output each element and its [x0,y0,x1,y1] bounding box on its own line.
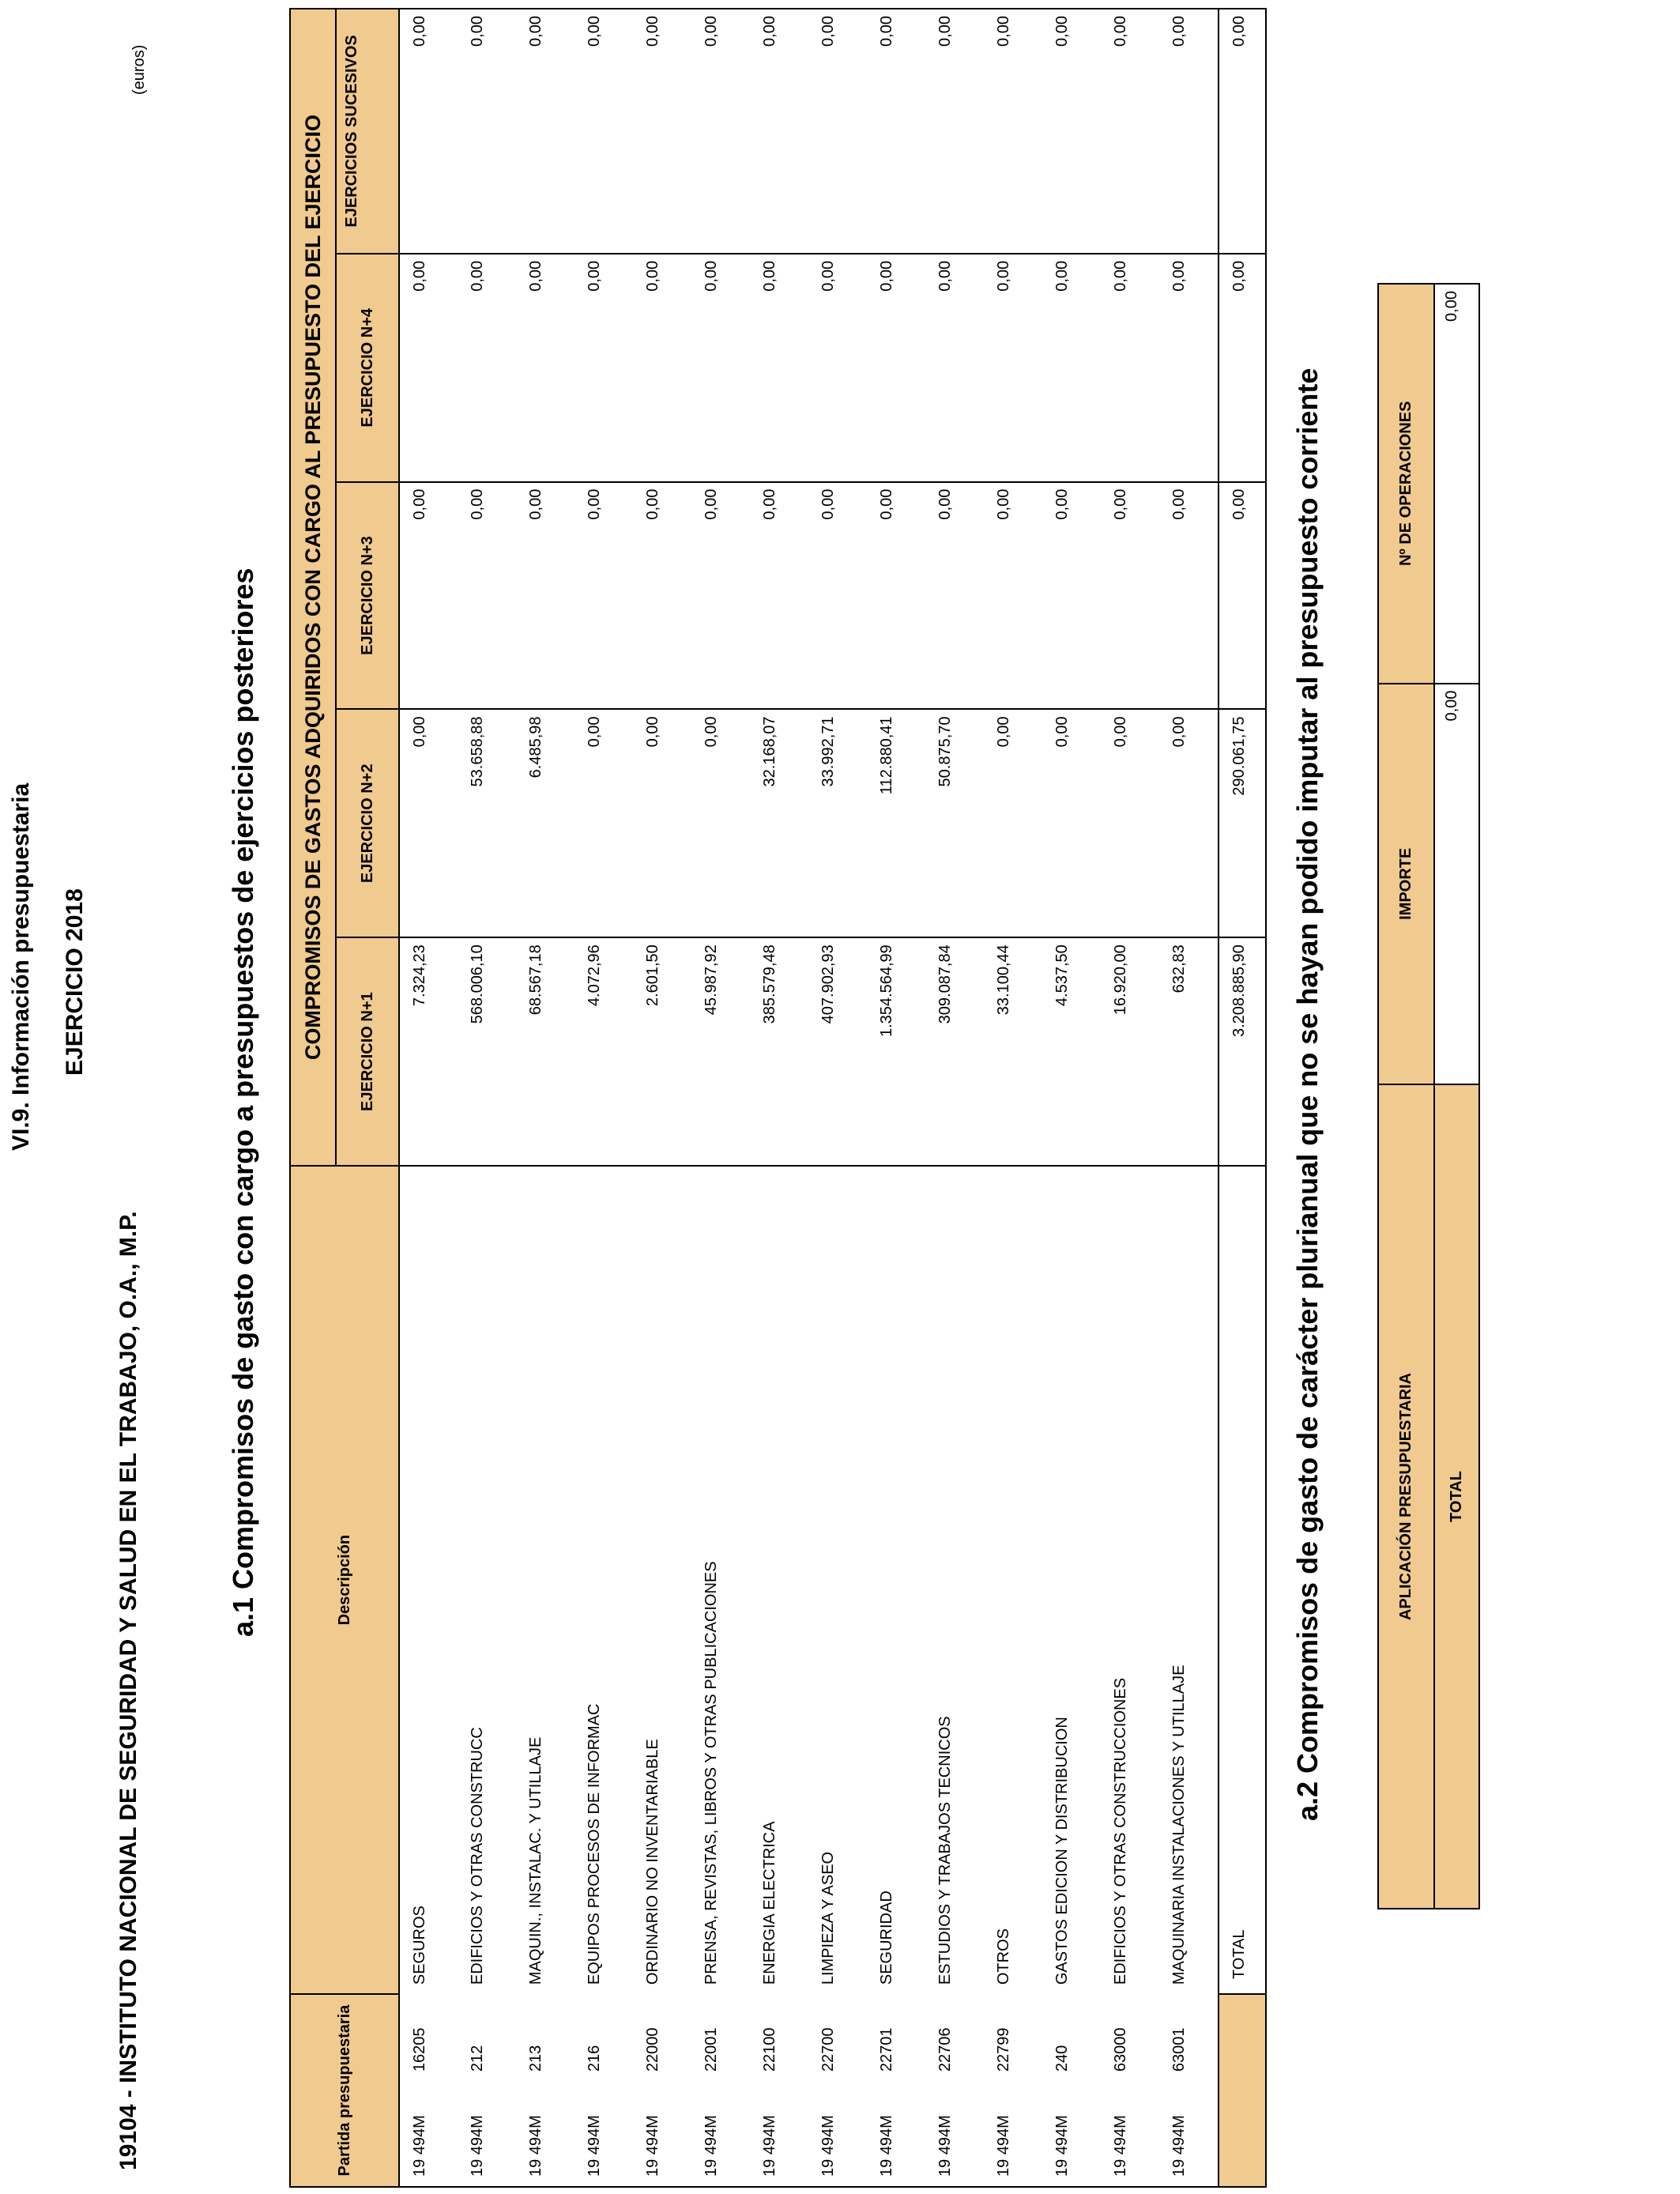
cell-sucesivos: 0,00 [399,9,458,254]
cell-n2: 53.658,88 [458,709,516,937]
col-header-n1: EJERCICIO N+1 [336,937,399,1166]
cell-n1: 632,83 [1159,937,1219,1166]
cell-subconcepto: 22706 [936,2027,954,2072]
table-row [633,9,691,2187]
cell-n2: 112.880,41 [867,709,925,937]
cell-descripcion: GASTOS EDICION Y DISTRIBUCION [1042,1166,1101,1994]
cell-n3: 0,00 [1101,482,1159,710]
a1-table-body [399,9,1219,2187]
a2-total-importe: 0,00 [1434,684,1479,1084]
total-n1: 3.208.885,90 [1219,937,1266,1166]
total-label: TOTAL [1219,1166,1266,1994]
cell-n1: 385.579,48 [750,937,808,1166]
cell-programa: 19 494M [574,2075,633,2187]
cell-sucesivos: 0,00 [1159,9,1219,254]
cell-n1: 16.920,00 [1101,937,1159,1166]
cell-subconcepto: 16205 [411,2027,428,2072]
cell-n1: 68.567,18 [516,937,574,1166]
cell-subconcepto: 240 [1053,2045,1071,2072]
cell-n2: 0,00 [1159,709,1219,937]
cell-sucesivos: 0,00 [633,9,691,254]
cell-n3: 0,00 [1042,482,1101,710]
cell-programa: 19 494M [925,2075,984,2187]
cell-n3: 0,00 [399,482,458,710]
cell-n2: 0,00 [1042,709,1101,937]
cell-n4: 0,00 [925,254,984,482]
cell-subconcepto: 212 [469,2045,486,2072]
total-filler [1219,1994,1266,2187]
table-row [574,9,633,2187]
table-row [925,9,984,2187]
table-row [1042,9,1101,2187]
cell-programa: 19 494M [984,2075,1042,2187]
col-header-n4: EJERCICIO N+4 [336,254,399,482]
cell-n4: 0,00 [984,254,1042,482]
cell-n4: 0,00 [750,254,808,482]
cell-n1: 4.072,96 [574,937,633,1166]
cell-n3: 0,00 [750,482,808,710]
total-n3: 0,00 [1219,482,1266,710]
cell-programa: 19 494M [750,2075,808,2187]
cell-n3: 0,00 [516,482,574,710]
a2-col-header-importe: IMPORTE [1378,684,1434,1084]
table-row [1159,9,1219,2187]
cell-descripcion: OTROS [984,1166,1042,1994]
cell-subconcepto: 63000 [1112,2027,1129,2072]
cell-n4: 0,00 [633,254,691,482]
cell-n1: 4.537,50 [1042,937,1101,1166]
cell-n3: 0,00 [867,482,925,710]
cell-n4: 0,00 [1042,254,1101,482]
col-header-partida: Partida presupuestaria [290,1994,399,2187]
cell-sucesivos: 0,00 [458,9,516,254]
year-label: EJERCICIO 2018 [62,888,88,1076]
table-row [516,9,574,2187]
cell-subconcepto: 22700 [819,2027,837,2072]
cell-sucesivos: 0,00 [867,9,925,254]
cell-n3: 0,00 [984,482,1042,710]
table-row [458,9,516,2187]
a2-title: a.2 Compromisos de gasto de carácter plurianual que no se hayan podido imputar al presupuesto corriente [1291,368,1324,1821]
cell-descripcion: EQUIPOS PROCESOS DE INFORMAC [574,1166,633,1994]
cell-descripcion: MAQUIN., INSTALAC. Y UTILLAJE [516,1166,574,1994]
cell-programa: 19 494M [458,2075,516,2187]
cell-programa: 19 494M [1159,2075,1219,2187]
cell-n2: 50.875,70 [925,709,984,937]
cell-n4: 0,00 [458,254,516,482]
entity-name: 19104 - INSTITUTO NACIONAL DE SEGURIDAD Y SALUD EN EL TRABAJO, O.A., M.P. [115,1211,141,2170]
cell-n4: 0,00 [399,254,458,482]
cell-sucesivos: 0,00 [691,9,750,254]
cell-n3: 0,00 [574,482,633,710]
cell-programa: 19 494M [1101,2075,1159,2187]
cell-sucesivos: 0,00 [808,9,867,254]
cell-descripcion: ESTUDIOS Y TRABAJOS TECNICOS [925,1166,984,1994]
cell-n3: 0,00 [808,482,867,710]
total-n4: 0,00 [1219,254,1266,482]
table-row [1101,9,1159,2187]
cell-subconcepto: 63001 [1170,2027,1188,2072]
cell-n1: 45.987,92 [691,937,750,1166]
cell-n4: 0,00 [867,254,925,482]
cell-programa: 19 494M [399,2075,458,2187]
cell-n4: 0,00 [691,254,750,482]
cell-programa: 19 494M [691,2075,750,2187]
cell-programa: 19 494M [633,2075,691,2187]
table-row [984,9,1042,2187]
cell-descripcion: ORDINARIO NO INVENTARIABLE [633,1166,691,1994]
cell-subconcepto: 22000 [644,2027,661,2072]
cell-n1: 568.006,10 [458,937,516,1166]
a2-total-label: TOTAL [1434,1084,1479,1909]
cell-n3: 0,00 [925,482,984,710]
cell-descripcion: PRENSA, REVISTAS, LIBROS Y OTRAS PUBLICACIONES [691,1166,750,1994]
cell-n3: 0,00 [633,482,691,710]
cell-n3: 0,00 [458,482,516,710]
a2-total-operaciones: 0,00 [1434,284,1479,684]
cell-n4: 0,00 [574,254,633,482]
cell-n4: 0,00 [1101,254,1159,482]
cell-subconcepto: 22001 [703,2027,720,2072]
cell-programa: 19 494M [808,2075,867,2187]
cell-programa: 19 494M [516,2075,574,2187]
cell-subconcepto: 216 [586,2045,603,2072]
cell-n4: 0,00 [808,254,867,482]
cell-sucesivos: 0,00 [574,9,633,254]
table-row [867,9,925,2187]
cell-n1: 7.324,23 [399,937,458,1166]
cell-n1: 407.902,93 [808,937,867,1166]
col-header-n2: EJERCICIO N+2 [336,709,399,937]
cell-n1: 1.354.564,99 [867,937,925,1166]
cell-n1: 309.087,84 [925,937,984,1166]
table-row [750,9,808,2187]
cell-sucesivos: 0,00 [750,9,808,254]
cell-sucesivos: 0,00 [516,9,574,254]
cell-sucesivos: 0,00 [984,9,1042,254]
cell-n2: 0,00 [633,709,691,937]
cell-n4: 0,00 [1159,254,1219,482]
total-sucesivos: 0,00 [1219,9,1266,254]
cell-descripcion: LIMPIEZA Y ASEO [808,1166,867,1994]
cell-descripcion: MAQUINARIA INSTALACIONES Y UTILLAJE [1159,1166,1219,1994]
a1-title: a.1 Compromisos de gasto con cargo a presupuestos de ejercicios posteriores [227,567,259,1637]
col-header-n3: EJERCICIO N+3 [336,482,399,710]
cell-subconcepto: 22701 [878,2027,895,2072]
cell-n1: 33.100,44 [984,937,1042,1166]
cell-n2: 6.485,98 [516,709,574,937]
table-row [808,9,867,2187]
cell-descripcion: SEGUROS [399,1166,458,1994]
cell-n2: 0,00 [574,709,633,937]
col-header-descripcion: Descripción [290,1166,399,1994]
cell-sucesivos: 0,00 [1042,9,1101,254]
table-row [399,9,458,2187]
cell-n2: 0,00 [691,709,750,937]
cell-n4: 0,00 [516,254,574,482]
cell-n1: 2.601,50 [633,937,691,1166]
cell-sucesivos: 0,00 [925,9,984,254]
cell-n2: 33.992,71 [808,709,867,937]
cell-n2: 0,00 [984,709,1042,937]
cell-subconcepto: 213 [527,2045,544,2072]
cell-n2: 0,00 [1101,709,1159,937]
table-row [691,9,750,2187]
a1-table [289,8,1267,2188]
col-header-sucesivos: EJERCICIOS SUCESIVOS [336,9,399,254]
cell-subconcepto: 22100 [761,2027,778,2072]
cell-subconcepto: 22799 [995,2027,1012,2072]
cell-n3: 0,00 [1159,482,1219,710]
group-header-compromisos: COMPROMISOS DE GASTOS ADQUIRIDOS CON CARGO AL PRESUPUESTO DEL EJERCICIO [290,9,336,1166]
cell-n2: 32.168,07 [750,709,808,937]
a2-col-header-operaciones: Nº DE OPERACIONES [1378,284,1434,684]
cell-programa: 19 494M [867,2075,925,2187]
total-n2: 290.061,75 [1219,709,1266,937]
a2-table [1377,283,1480,1909]
cell-descripcion: ENERGIA ELECTRICA [750,1166,808,1994]
cell-descripcion: EDIFICIOS Y OTRAS CONSTRUCCIONES [1101,1166,1159,1994]
cell-descripcion: EDIFICIOS Y OTRAS CONSTRUCC [458,1166,516,1994]
cell-n2: 0,00 [399,709,458,937]
cell-sucesivos: 0,00 [1101,9,1159,254]
cell-n3: 0,00 [691,482,750,710]
section-title: VI.9. Información presupuestaria [8,782,34,1151]
units-label: (euros) [130,44,148,95]
cell-programa: 19 494M [1042,2075,1101,2187]
a2-col-header-aplicacion: APLICACIÓN PRESUPUESTARIA [1378,1084,1434,1909]
cell-descripcion: SEGURIDAD [867,1166,925,1994]
